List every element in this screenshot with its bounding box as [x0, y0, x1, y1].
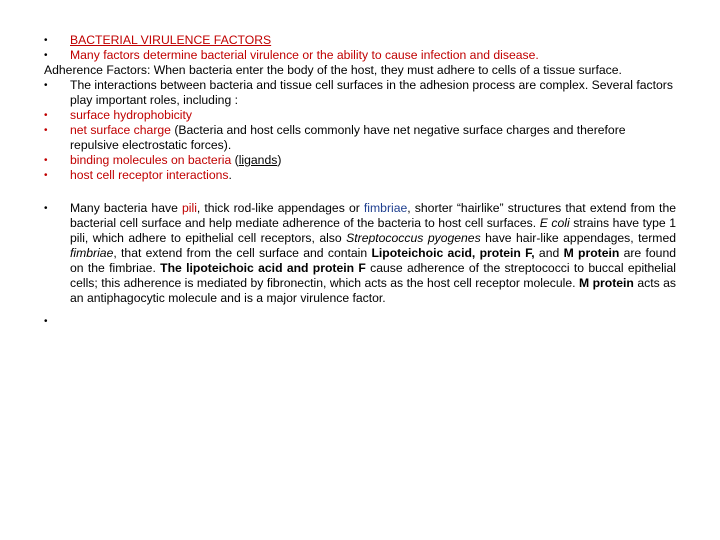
fimbriae-italic-term: fimbriae [70, 246, 114, 260]
bullet-dot: • [44, 110, 48, 121]
bullet-dot: • [44, 35, 48, 46]
ligands-link[interactable]: ligands [238, 153, 278, 167]
lipoteichoic-acid-protein-f-term: The lipoteichoic acid and protein F [160, 261, 366, 275]
bullet-surface-charge [44, 123, 676, 153]
adherence-text: Adherence Factors: When bacteria enter the body of the host, they must adhere to cells of a tissue surface. [44, 63, 622, 77]
period: . [228, 168, 232, 182]
spacer [44, 306, 676, 314]
document-body [44, 33, 677, 327]
pili-text-3: , shorter “hairlike” structures that extend from the bacterial cell surface and help mediate adherence of the bacteria to host cell surfaces. [70, 201, 676, 230]
m-protein-term: M protein [563, 246, 620, 260]
m-protein-term-2: M protein [578, 276, 634, 290]
bullet-interactions [44, 78, 676, 108]
intro-text: Many factors determine bacterial virulence or the ability to cause infection and disease. [70, 48, 539, 62]
bullet-dot: • [44, 203, 48, 214]
document-title: BACTERIAL VIRULENCE FACTORS [70, 33, 272, 47]
binding-open-paren: ( [231, 153, 239, 167]
factor-binding-molecules: binding molecules on bacteria [70, 153, 232, 167]
pili-text-1: Many bacteria have [70, 201, 182, 215]
bullet-dot: • [44, 155, 48, 166]
pili-text-6: , that extend from the cell surface and contain [113, 246, 372, 260]
bullet-intro [44, 48, 676, 63]
pili-text-7: and [534, 246, 564, 260]
streptococcus-term: Streptococcus pyogenes [346, 231, 481, 245]
spacer [44, 183, 676, 201]
fimbriae-term: fimbriae [363, 201, 408, 215]
bullet-dot: • [44, 125, 48, 136]
ecoli-term: E coli [539, 216, 570, 230]
pili-text-8: are found on the fimbriae. [70, 246, 676, 275]
bullet-dot: • [44, 50, 48, 61]
interactions-text: The interactions between bacteria and tissue cell surfaces in the adhesion process are complex. Several factors play important roles, including : [70, 78, 673, 107]
factor-receptor-interactions: host cell receptor interactions [70, 168, 229, 182]
bullet-pili-paragraph [44, 201, 676, 306]
bullet-receptor-interactions [44, 168, 676, 183]
binding-close-paren: ) [277, 153, 282, 167]
factor-surface-charge: net surface charge [70, 123, 171, 137]
bullet-hydrophobicity [44, 108, 676, 123]
pili-text-9: cause adherence of the streptococci to buccal epithelial cells; this adherence is mediated by fibronectin, which acts as the host cell receptor molecule. [70, 261, 676, 290]
pili-text-2: , thick rod-like appendages or [196, 201, 364, 215]
factor-surface-charge-note: (Bacteria and host cells commonly have net negative surface charges and therefore repulsive electrostatic forces). [70, 123, 626, 152]
bullet-dot: • [44, 80, 48, 91]
lipoteichoic-protein-f-term: Lipoteichoic acid, protein F, [371, 246, 535, 260]
factor-hydrophobicity: surface hydrophobicity [70, 108, 192, 122]
pili-text-4: strains have type 1 pili, which adhere to epithelial cell receptors, also [70, 216, 676, 245]
pili-text-5: have hair-like appendages, termed [480, 231, 677, 245]
bullet-title [44, 33, 676, 48]
bullet-binding-molecules [44, 153, 676, 168]
pili-term: pili [182, 201, 197, 215]
adherence-paragraph [44, 63, 676, 78]
bullet-dot: • [44, 170, 48, 181]
pili-text-10: acts as an antiphagocytic molecule and is a major virulence factor. [70, 276, 676, 305]
bullet-dot: • [44, 316, 48, 327]
